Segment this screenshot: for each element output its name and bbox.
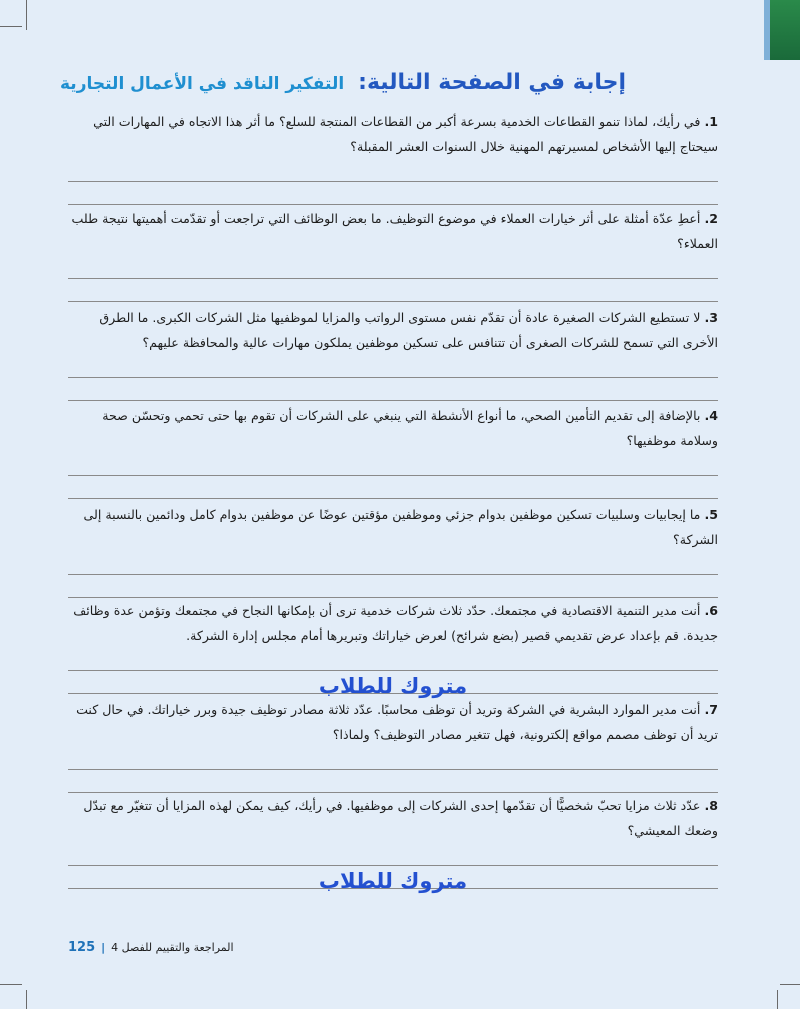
crop-mark [0, 26, 22, 27]
crop-mark [26, 990, 27, 1009]
answer-line[interactable] [68, 770, 718, 793]
crop-mark [26, 0, 27, 30]
question-2 [68, 206, 718, 302]
answer-line[interactable] [68, 355, 718, 378]
page-number: 125 [68, 940, 96, 955]
answer-line[interactable] [68, 476, 718, 499]
question-text: في رأيك، لماذا تنمو القطاعات الخدمية بسرعة أكبر من القطاعات المنتجة للسلع؟ ما أثر هذا الاتجاه في المهارات التي سيحتاج إليها الأشخاص لمسيرتهم المهنية خلال السنوات العشر المقبلة؟ [93, 114, 718, 154]
answer-line[interactable] [68, 843, 718, 866]
answer-stamp: متروك للطلاب [318, 674, 468, 698]
answer-line[interactable] [68, 159, 718, 182]
answer-line[interactable] [68, 279, 718, 302]
crop-mark [0, 984, 22, 985]
chapter-label: المراجعة والتقييم للفصل 4 [111, 941, 234, 954]
question-1 [68, 109, 718, 205]
answer-stamp: متروك للطلاب [318, 869, 468, 893]
answer-line[interactable] [68, 648, 718, 671]
question-text: أنت مدير التنمية الاقتصادية في مجتمعك. حدّد ثلاث شركات خدمية ترى أن بإمكانها النجاح في مجتمعك وتؤمن عدة وظائف جديدة. قم بإعداد عرض تقديمي قصير (بضع شرائح) لعرض خياراتك وتبريرها أمام مجلس إدارة الشركة. [73, 603, 718, 643]
question-number: 5. [704, 507, 718, 522]
question-number: 2. [704, 211, 718, 226]
question-5 [68, 502, 718, 598]
answer-line[interactable] [68, 378, 718, 401]
question-text: عدّد ثلاث مزايا تحبّ شخصيًّا أن تقدّمها إحدى الشركات إلى موظفيها. في رأيك، كيف يمكن لهذه المزايا أن تتغيّر مع تبدّل وضعك المعيشي؟ [83, 798, 718, 838]
question-number: 1. [704, 114, 718, 129]
question-7 [68, 697, 718, 793]
section-heading [60, 70, 720, 106]
answer-line[interactable] [68, 453, 718, 476]
question-text: ما إيجابيات وسلبيات تسكين موظفين بدوام جزئي وموظفين مؤقتين عوضًا عن موظفين بدوام كامل ودائمين بالنسبة إلى الشركة؟ [83, 507, 718, 547]
question-text: بالإضافة إلى تقديم التأمين الصحي، ما أنواع الأنشطة التي ينبغي على الشركات أن تقوم بها حتى تحمي وتحسّن صحة وسلامة موظفيها؟ [102, 408, 718, 448]
section-title: التفكير الناقد في الأعمال التجارية [60, 74, 345, 94]
page-footer [68, 940, 234, 955]
answer-line[interactable] [68, 575, 718, 598]
answer-line[interactable] [68, 182, 718, 205]
question-number: 7. [704, 702, 718, 717]
answer-line[interactable] [68, 747, 718, 770]
question-3 [68, 305, 718, 401]
footer-separator: | [101, 941, 106, 954]
crop-mark [777, 990, 778, 1009]
chapter-color-tab [770, 0, 800, 60]
question-6 [68, 598, 718, 698]
answer-note: إجابة في الصفحة التالية: [358, 70, 627, 95]
answer-line[interactable] [68, 256, 718, 279]
crop-mark [780, 984, 800, 985]
answer-line[interactable] [68, 552, 718, 575]
question-text: أعطِ عدّة أمثلة على أثر خيارات العملاء في موضوع التوظيف. ما بعض الوظائف التي تراجعت أو تقدّمت أهميتها نتيجة طلب العملاء؟ [71, 211, 718, 251]
question-text: أنت مدير الموارد البشرية في الشركة وتريد أن توظف محاسبًا. عدّد ثلاثة مصادر توظيف جيدة وبرر خياراتك. في حال كنت تريد أن توظف مصمم مواقع إلكترونية، فهل تتغير مصادر التوظيف؟ ولماذا؟ [76, 702, 718, 742]
question-number: 3. [704, 310, 718, 325]
question-4 [68, 403, 718, 499]
question-number: 6. [704, 603, 718, 618]
question-text: لا تستطيع الشركات الصغيرة عادة أن تقدّم نفس مستوى الرواتب والمزايا لموظفيها مثل الشركات الكبرى. ما الطرق الأخرى التي تسمح للشركات الصغرى أن تتنافس على تسكين موظفين يملكون مهارات عالية والمحافظة عليهم؟ [99, 310, 718, 350]
question-8 [68, 793, 718, 893]
question-number: 8. [704, 798, 718, 813]
question-number: 4. [704, 408, 718, 423]
